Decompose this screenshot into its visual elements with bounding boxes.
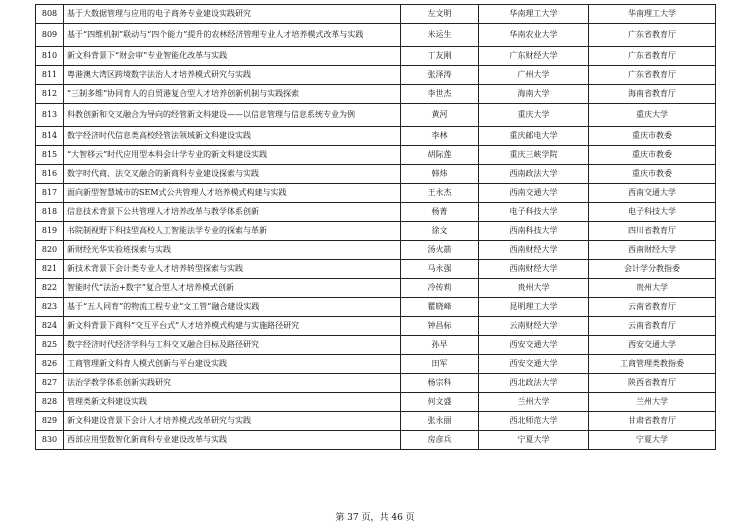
leader-name-cell: 汤火箭 <box>401 241 479 260</box>
project-title-cell: 工商管理新文科育人模式创新与平台建设实践 <box>64 355 401 374</box>
row-number-cell: 824 <box>36 317 64 336</box>
row-number-cell: 810 <box>36 47 64 66</box>
leader-name-cell: 左文明 <box>401 5 479 24</box>
recommending-unit-cell: 宁夏大学 <box>589 431 716 450</box>
row-number-cell: 819 <box>36 222 64 241</box>
school-cell: 重庆邮电大学 <box>479 127 589 146</box>
leader-name-cell: 钟昌标 <box>401 317 479 336</box>
table-row <box>36 241 716 260</box>
recommending-unit-cell: 西安交通大学 <box>589 336 716 355</box>
recommending-unit-cell: 陕西省教育厅 <box>589 374 716 393</box>
table-row <box>36 47 716 66</box>
school-cell: 西南财经大学 <box>479 260 589 279</box>
recommending-unit-cell: 兰州大学 <box>589 393 716 412</box>
row-number-cell: 820 <box>36 241 64 260</box>
project-title-cell: 面向新型智慧城市的SEM式公共管理人才培养模式构建与实践 <box>64 184 401 203</box>
school-cell: 西安交通大学 <box>479 355 589 374</box>
recommending-unit-cell: 西南交通大学 <box>589 184 716 203</box>
table-row <box>36 336 716 355</box>
school-cell: 云南财经大学 <box>479 317 589 336</box>
project-table-body <box>36 5 716 450</box>
project-title-cell: 数字经济时代经济学科与工科交叉融合目标及路径研究 <box>64 336 401 355</box>
school-cell: 华南农业大学 <box>479 24 589 47</box>
school-cell: 广州大学 <box>479 66 589 85</box>
table-row <box>36 146 716 165</box>
row-number-cell: 829 <box>36 412 64 431</box>
recommending-unit-cell: 广东省教育厅 <box>589 24 716 47</box>
leader-name-cell: 米运生 <box>401 24 479 47</box>
leader-name-cell: 李林 <box>401 127 479 146</box>
table-row <box>36 127 716 146</box>
project-title-cell: 基于“四维机制”联动与“四个能力”提升的农林经济管理专业人才培养模式改革与实践 <box>64 24 401 47</box>
school-cell: 昆明理工大学 <box>479 298 589 317</box>
school-cell: 重庆大学 <box>479 104 589 127</box>
table-row <box>36 260 716 279</box>
leader-name-cell: 张泽涛 <box>401 66 479 85</box>
leader-name-cell: 胡际莲 <box>401 146 479 165</box>
recommending-unit-cell: 电子科技大学 <box>589 203 716 222</box>
project-title-cell: 科教创新和交叉融合为导向的经管新文科建设——以信息管理与信息系统专业为例 <box>64 104 401 127</box>
recommending-unit-cell: 海南省教育厅 <box>589 85 716 104</box>
project-title-cell: 数字经济时代信息类高校经管法领域新文科建设实践 <box>64 127 401 146</box>
project-title-cell: 新财经光华实验班探索与实践 <box>64 241 401 260</box>
table-row <box>36 5 716 24</box>
project-title-cell: 新技术背景下会计类专业人才培养转型探索与实践 <box>64 260 401 279</box>
row-number-cell: 821 <box>36 260 64 279</box>
leader-name-cell: 冷传莉 <box>401 279 479 298</box>
project-title-cell: 西部应用型数智化新商科专业建设改革与实践 <box>64 431 401 450</box>
school-cell: 重庆三峡学院 <box>479 146 589 165</box>
table-row <box>36 184 716 203</box>
project-title-cell: 新文科建设背景下会计人才培养模式改革研究与实践 <box>64 412 401 431</box>
recommending-unit-cell: 云南省教育厅 <box>589 317 716 336</box>
row-number-cell: 825 <box>36 336 64 355</box>
row-number-cell: 830 <box>36 431 64 450</box>
recommending-unit-cell: 工商管理类教指委 <box>589 355 716 374</box>
leader-name-cell: 杨宗科 <box>401 374 479 393</box>
leader-name-cell: 田军 <box>401 355 479 374</box>
table-row <box>36 393 716 412</box>
project-title-cell: “三制多维”协同育人的自贸港复合型人才培养创新机制与实践探索 <box>64 85 401 104</box>
school-cell: 海南大学 <box>479 85 589 104</box>
project-title-cell: 新文科背景下商科“交互平台式”人才培养模式构建与实施路径研究 <box>64 317 401 336</box>
table-row <box>36 317 716 336</box>
leader-name-cell: 丁友刚 <box>401 47 479 66</box>
leader-name-cell: 杨菁 <box>401 203 479 222</box>
school-cell: 西北政法大学 <box>479 374 589 393</box>
leader-name-cell: 王永杰 <box>401 184 479 203</box>
recommending-unit-cell: 甘肃省教育厅 <box>589 412 716 431</box>
row-number-cell: 826 <box>36 355 64 374</box>
project-title-cell: 数字时代商、法交叉融合的新商科专业建设探索与实践 <box>64 165 401 184</box>
recommending-unit-cell: 广东省教育厅 <box>589 66 716 85</box>
leader-name-cell: 马永强 <box>401 260 479 279</box>
school-cell: 西南科技大学 <box>479 222 589 241</box>
school-cell: 兰州大学 <box>479 393 589 412</box>
table-row <box>36 203 716 222</box>
table-row <box>36 222 716 241</box>
leader-name-cell: 张永丽 <box>401 412 479 431</box>
row-number-cell: 811 <box>36 66 64 85</box>
row-number-cell: 814 <box>36 127 64 146</box>
project-title-cell: 书院制视野下科技型高校人工智能法学专业的探索与革新 <box>64 222 401 241</box>
row-number-cell: 823 <box>36 298 64 317</box>
row-number-cell: 827 <box>36 374 64 393</box>
project-title-cell: 新文科背景下“财会审”专业智能化改革与实践 <box>64 47 401 66</box>
row-number-cell: 817 <box>36 184 64 203</box>
recommending-unit-cell: 西南财经大学 <box>589 241 716 260</box>
row-number-cell: 818 <box>36 203 64 222</box>
recommending-unit-cell: 会计学分教指委 <box>589 260 716 279</box>
project-title-cell: 法治学教学体系创新实践研究 <box>64 374 401 393</box>
leader-name-cell: 黄河 <box>401 104 479 127</box>
project-table <box>35 4 716 450</box>
row-number-cell: 822 <box>36 279 64 298</box>
school-cell: 西南财经大学 <box>479 241 589 260</box>
table-row <box>36 165 716 184</box>
project-title-cell: 粤港澳大湾区跨境数字法治人才培养模式研究与实践 <box>64 66 401 85</box>
school-cell: 广东财经大学 <box>479 47 589 66</box>
recommending-unit-cell: 华南理工大学 <box>589 5 716 24</box>
page-footer: 第 37 页，共 46 页 <box>335 513 415 523</box>
project-title-cell: 信息技术背景下公共管理人才培养改革与教学体系创新 <box>64 203 401 222</box>
leader-name-cell: 孙早 <box>401 336 479 355</box>
row-number-cell: 828 <box>36 393 64 412</box>
project-title-cell: 基于“五人同育”的物流工程专业“文工管”融合建设实践 <box>64 298 401 317</box>
table-row <box>36 85 716 104</box>
table-row <box>36 104 716 127</box>
leader-name-cell: 瞿晓峰 <box>401 298 479 317</box>
school-cell: 西北师范大学 <box>479 412 589 431</box>
leader-name-cell: 房彦兵 <box>401 431 479 450</box>
school-cell: 西安交通大学 <box>479 336 589 355</box>
table-row <box>36 355 716 374</box>
table-row <box>36 279 716 298</box>
row-number-cell: 812 <box>36 85 64 104</box>
table-row <box>36 24 716 47</box>
school-cell: 电子科技大学 <box>479 203 589 222</box>
row-number-cell: 815 <box>36 146 64 165</box>
leader-name-cell: 何文盛 <box>401 393 479 412</box>
recommending-unit-cell: 贵州大学 <box>589 279 716 298</box>
table-row <box>36 66 716 85</box>
project-title-cell: 基于大数据管理与应用的电子商务专业建设实践研究 <box>64 5 401 24</box>
recommending-unit-cell: 重庆市教委 <box>589 127 716 146</box>
table-row <box>36 298 716 317</box>
row-number-cell: 816 <box>36 165 64 184</box>
school-cell: 西南政法大学 <box>479 165 589 184</box>
table-row <box>36 374 716 393</box>
leader-name-cell: 李世杰 <box>401 85 479 104</box>
project-title-cell: “大智移云”时代应用型本科会计学专业的新文科建设实践 <box>64 146 401 165</box>
recommending-unit-cell: 广东省教育厅 <box>589 47 716 66</box>
project-title-cell: 管理类新文科建设实践 <box>64 393 401 412</box>
recommending-unit-cell: 云南省教育厅 <box>589 298 716 317</box>
table-row <box>36 412 716 431</box>
school-cell: 西南交通大学 <box>479 184 589 203</box>
recommending-unit-cell: 重庆市教委 <box>589 165 716 184</box>
table-row <box>36 431 716 450</box>
school-cell: 华南理工大学 <box>479 5 589 24</box>
recommending-unit-cell: 重庆市教委 <box>589 146 716 165</box>
school-cell: 宁夏大学 <box>479 431 589 450</box>
recommending-unit-cell: 重庆大学 <box>589 104 716 127</box>
row-number-cell: 813 <box>36 104 64 127</box>
leader-name-cell: 徐文 <box>401 222 479 241</box>
project-title-cell: 智能时代“法治+数字”复合型人才培养模式创新 <box>64 279 401 298</box>
school-cell: 贵州大学 <box>479 279 589 298</box>
recommending-unit-cell: 四川省教育厅 <box>589 222 716 241</box>
leader-name-cell: 韩炜 <box>401 165 479 184</box>
row-number-cell: 808 <box>36 5 64 24</box>
row-number-cell: 809 <box>36 24 64 47</box>
